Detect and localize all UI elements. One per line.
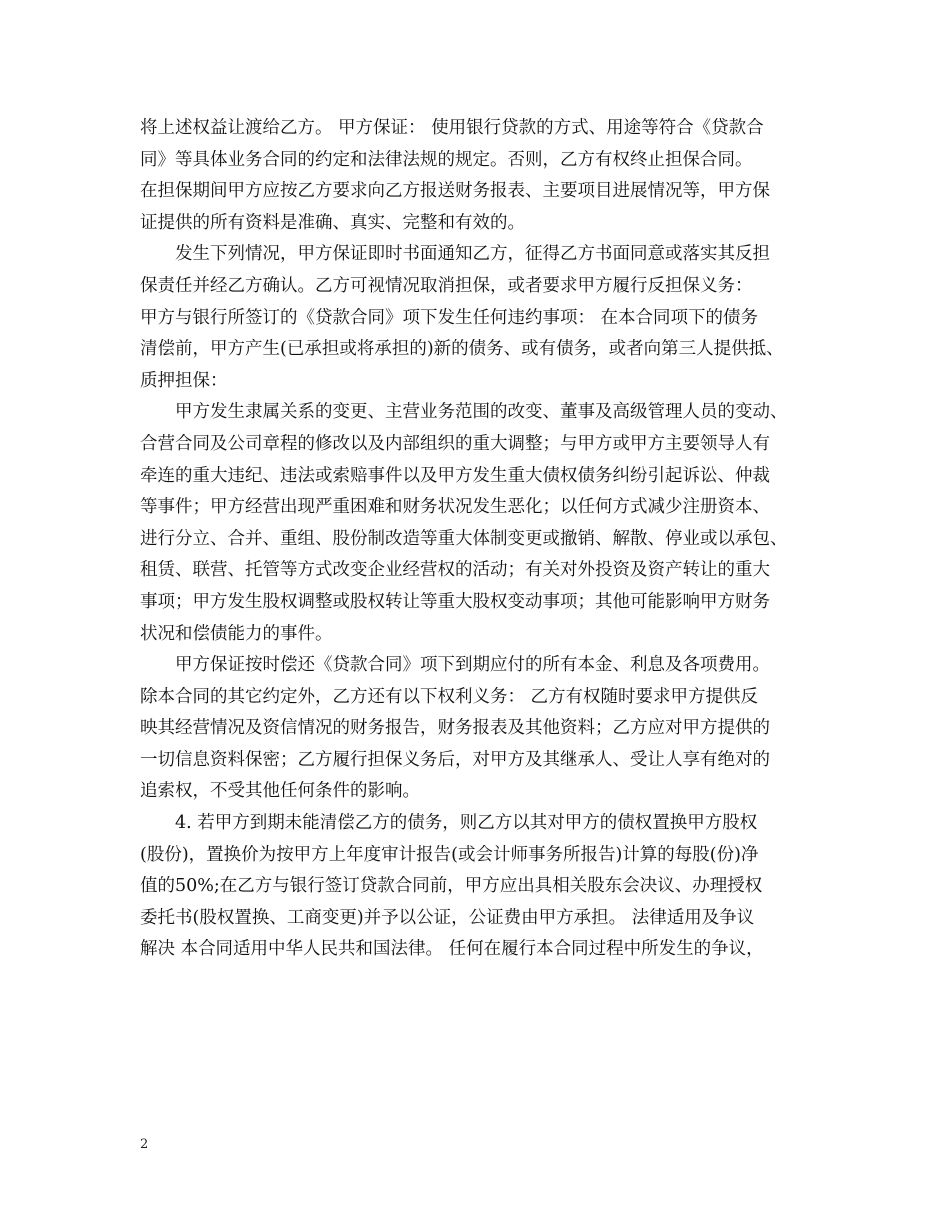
text-line: 甲方保证按时偿还《贷款合同》项下到期应付的所有本金、利息及各项费用。 [175, 655, 770, 676]
paragraph [140, 650, 830, 808]
text-line: 同》等具体业务合同的约定和法律法规的规定。否则，乙方有权终止担保合同。 [140, 149, 753, 170]
text-line: 保责任并经乙方确认。乙方可视情况取消担保，或者要求甲方履行反担保义务： [140, 275, 753, 296]
paragraph [140, 239, 830, 397]
text-line: 4. 若甲方到期未能清偿乙方的债务，则乙方以其对甲方的债权置换甲方股权 [175, 813, 758, 834]
text-line: 追索权，不受其他任何条件的影响。 [140, 781, 420, 802]
text-line: 证提供的所有资料是准确、真实、完整和有效的。 [140, 212, 525, 233]
text-line: 将上述权益让渡给乙方。 甲方保证： 使用银行贷款的方式、用途等符合《贷款合 [140, 118, 764, 138]
page-number: 2 [140, 1137, 149, 1152]
text-line: 甲方发生隶属关系的变更、主营业务范围的改变、董事及高级管理人员的变动、 [175, 402, 788, 423]
text-line: 牵连的重大违纪、违法或索赔事件以及甲方发生重大债权债务纠纷引起诉讼、仲裁 [140, 465, 770, 486]
text-line: 映其经营情况及资信情况的财务报告，财务报表及其他资料；乙方应对甲方提供的 [140, 718, 770, 739]
text-line: 值的50%;在乙方与银行签订贷款合同前，甲方应出具相关股东会决议、办理授权 [140, 876, 763, 897]
paragraph [140, 397, 830, 650]
text-line: 一切信息资料保密；乙方履行担保义务后，对甲方及其继承人、受让人享有绝对的 [140, 749, 770, 770]
text-line: 等事件；甲方经营出现严重困难和财务状况发生恶化；以任何方式减少注册资本、 [140, 497, 770, 518]
text-line: 进行分立、合并、重组、股份制改造等重大体制变更或撤销、解散、停业或以承包、 [140, 528, 788, 549]
text-line: 合营合同及公司章程的修改以及内部组织的重大调整；与甲方或甲方主要领导人有 [140, 433, 770, 454]
text-line: 发生下列情况，甲方保证即时书面通知乙方，征得乙方书面同意或落实其反担 [175, 244, 770, 265]
paragraph [140, 113, 830, 239]
text-line: 除本合同的其它约定外，乙方还有以下权利义务： 乙方有权随时要求甲方提供反 [140, 686, 759, 707]
text-line: 在担保期间甲方应按乙方要求向乙方报送财务报表、主要项目进展情况等，甲方保 [140, 181, 770, 202]
text-line: 事项；甲方发生股权调整或股权转让等重大股权变动事项；其他可能影响甲方财务 [140, 591, 770, 612]
document-body [140, 113, 830, 966]
text-line: (股份)，置换价为按甲方上年度审计报告(或会计师事务所报告)计算的每股(份)净 [140, 844, 759, 865]
text-line: 租赁、联营、托管等方式改变企业经营权的活动；有关对外投资及资产转让的重大 [140, 560, 770, 581]
text-line: 质押担保： [140, 370, 228, 391]
text-line: 解决 本合同适用中华人民共和国法律。 任何在履行本合同过程中所发生的争议， [140, 939, 764, 960]
text-line: 委托书(股权置换、工商变更)并予以公证，公证费由甲方承担。 法律适用及争议 [140, 907, 755, 928]
text-line: 状况和偿债能力的事件。 [140, 623, 333, 644]
text-line: 清偿前，甲方产生(已承担或将承担的)新的债务、或有债务，或者向第三人提供抵、 [140, 339, 784, 360]
paragraph [140, 808, 830, 966]
text-line: 甲方与银行所签订的《贷款合同》项下发生任何违约事项： 在本合同项下的债务 [140, 307, 759, 328]
